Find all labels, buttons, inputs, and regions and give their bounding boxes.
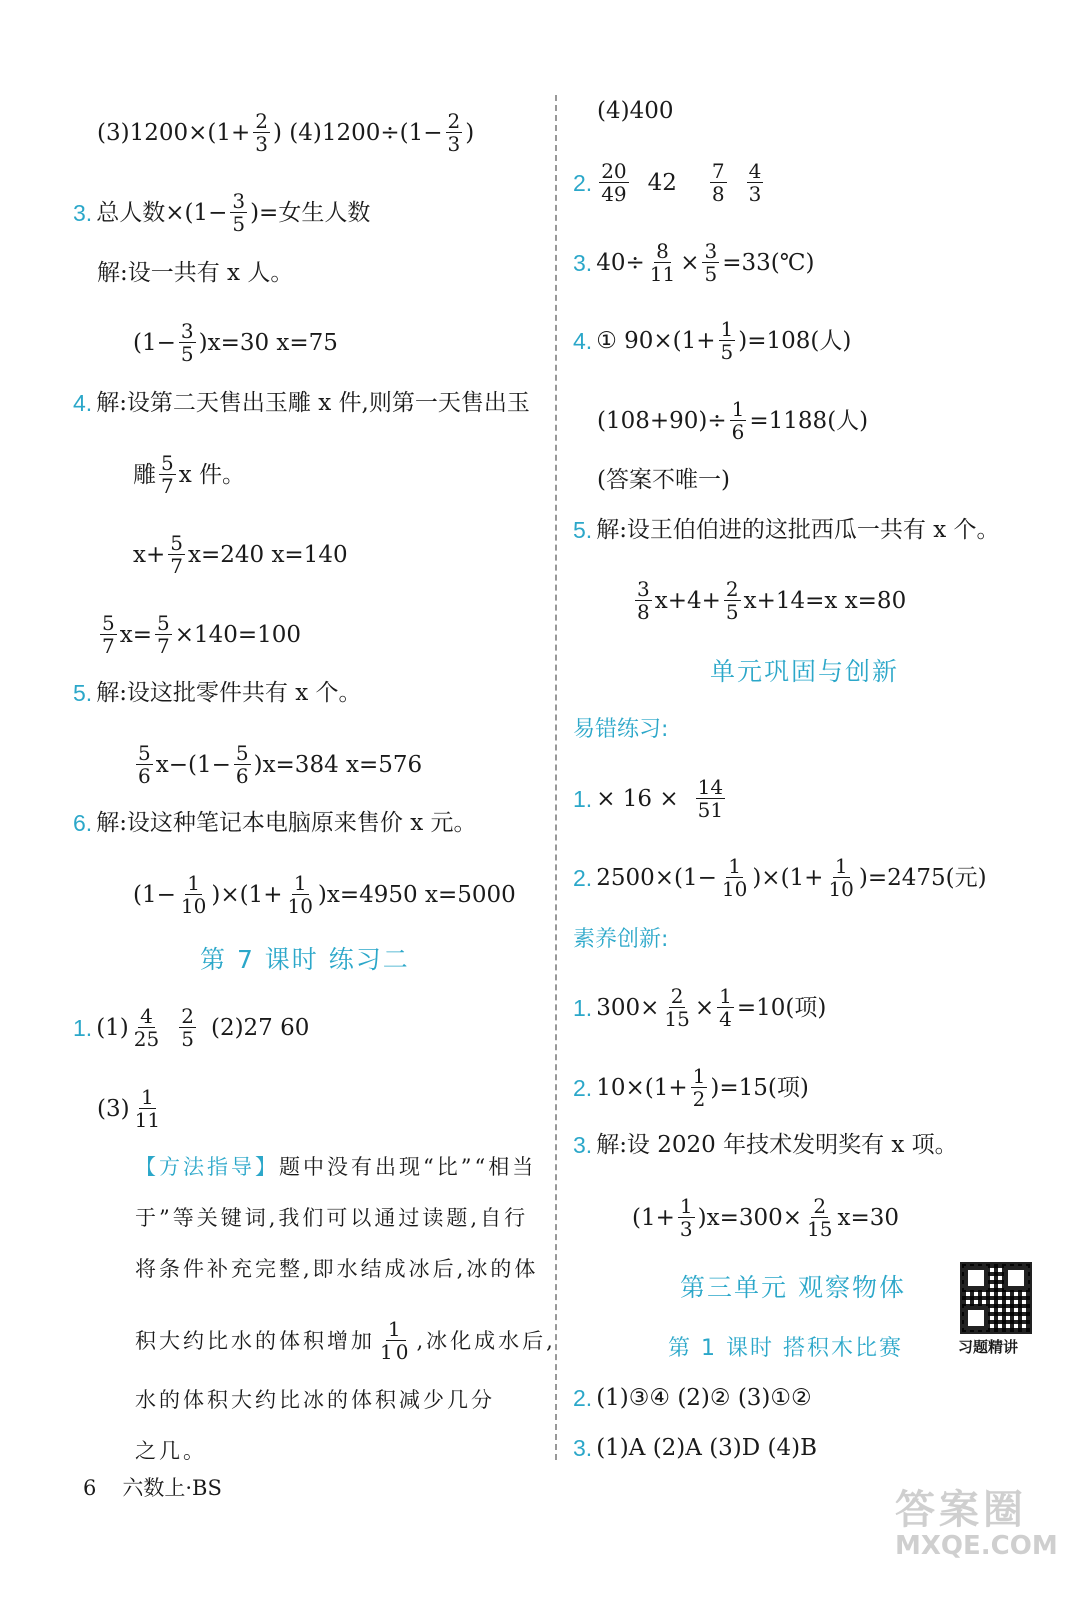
method-guide-line-6: 之几。 xyxy=(135,1439,207,1463)
answer-line-3-4: (3)1200×(1+ $\frac{2}{3}$ ) (4)1200÷(1− $\frac{2}{3}$ ) xyxy=(97,109,475,156)
right-question-5: 5. 解:设王伯伯进的这批西瓜一共有 x 个。 xyxy=(573,517,1000,543)
fraction: $\frac{1}{10}$ xyxy=(828,854,854,901)
fraction: $\frac{1}{4}$ xyxy=(719,984,732,1031)
method-guide-tag: 【方法指导】 xyxy=(135,1155,279,1179)
question-5: 5. 解:设这批零件共有 x 个。 xyxy=(73,680,362,706)
fraction: $\frac{1}{6}$ xyxy=(731,397,745,444)
question-4: 4. 解:设第二天售出玉雕 x 件,则第一天售出玉 xyxy=(73,390,530,416)
fraction: 4 25 xyxy=(133,1004,160,1051)
footer xyxy=(83,1473,222,1503)
fraction: $\frac{1}{3}$ xyxy=(679,1194,693,1241)
fraction: $\frac{5}{7}$ xyxy=(170,531,183,578)
fraction: $\frac{1}{5}$ xyxy=(720,317,734,364)
question-3-equation: (1− $\frac{3}{5}$ )x=30 x=75 xyxy=(133,319,338,366)
error-prone-practice-label: 易错练习: xyxy=(573,717,669,742)
error-question-2: 2. 2500×(1− $\frac{1}{10}$ )×(1+ $\frac{1}{10}$ )=2475(元) xyxy=(573,854,987,901)
fraction: $\frac{2}{5}$ xyxy=(725,577,739,624)
fraction: 7 8 xyxy=(711,159,725,206)
right-question-2: 2. 20 49 42 7 8 4 3 xyxy=(573,159,762,206)
right-question-4: 4. ① 90×(1+ $\frac{1}{5}$ )=108(人) xyxy=(573,317,852,364)
method-guide-line-1: 【方法指导】 题中没有出现“比”“相当 xyxy=(135,1152,536,1182)
question-4-equation-2: 5 7 x= $\frac{5}{7}$ ×140=100 xyxy=(102,611,302,658)
answer-4-400: (4)400 xyxy=(597,98,674,124)
qr-code[interactable] xyxy=(960,1262,1032,1334)
fraction: $\frac{2}{3}$ xyxy=(447,109,461,156)
fraction: $\frac{1}{10}$ xyxy=(287,871,313,918)
innovation-question-2: 2. 10×(1+ $\frac{1}{2}$ )=15(项) xyxy=(573,1064,809,1111)
fraction: 3 8 xyxy=(637,577,650,624)
question-3-solution: 解:设一共有 x 人。 xyxy=(97,260,294,286)
method-guide-line-2: 于”等关键词,我们可以通过读题,自行 xyxy=(135,1206,529,1230)
fraction: $\frac{1}{2}$ xyxy=(692,1064,706,1111)
lesson-1-question-3: 3. (1)A (2)A (3)D (4)B xyxy=(573,1435,818,1461)
fraction: 5 7 xyxy=(161,451,174,498)
method-guide-line-4: 积大约比水的体积增加 1 10 ,冰化成水后, xyxy=(135,1317,556,1364)
question-4-line2: 雕 5 7 x 件。 xyxy=(133,451,246,498)
question-6: 6. 解:设这种笔记本电脑原来售价 x 元。 xyxy=(73,810,477,836)
book-label: 六数上·BS xyxy=(122,1476,222,1500)
fraction: $\frac{2}{15}$ xyxy=(664,984,690,1031)
fraction: $\frac{1}{10}$ xyxy=(180,871,207,918)
practice-question-1-3: (3) 1 11 xyxy=(97,1085,161,1132)
fraction: 1 11 xyxy=(134,1085,161,1132)
fraction: 20 49 xyxy=(601,159,627,206)
innovation-question-1: 1. 300× $\frac{2}{15}$ × $\frac{1}{4}$ =10(项) xyxy=(573,984,827,1031)
fraction: $\frac{2}{3}$ xyxy=(255,109,268,156)
fraction: $\frac{1}{10}$ xyxy=(721,854,748,901)
fraction: 14 51 xyxy=(697,775,724,822)
question-4-equation-1: x+ $\frac{5}{7}$ x=240 x=140 xyxy=(133,531,348,578)
question-3: 3. 总人数×(1− $\frac{3}{5}$ )=女生人数 xyxy=(73,189,371,236)
method-guide-line-5: 水的体积大约比冰的体积减少几分 xyxy=(135,1388,495,1412)
fraction: 4 3 xyxy=(748,159,762,206)
fraction: $\frac{3}{5}$ xyxy=(232,189,246,236)
fraction: $\frac{5}{7}$ xyxy=(156,611,170,658)
right-question-4-line2: (108+90)÷ $\frac{1}{6}$ =1188(人) xyxy=(597,397,869,444)
fraction: $\frac{3}{5}$ xyxy=(704,239,718,286)
literacy-innovation-label: 素养创新: xyxy=(573,927,669,952)
fraction: 2 5 xyxy=(181,1004,194,1051)
fraction: 5 7 xyxy=(102,611,115,658)
page-number: 6 xyxy=(83,1476,97,1500)
fraction: 1 10 xyxy=(380,1317,412,1364)
unit-review-title: 单元巩固与创新 xyxy=(710,657,900,686)
section-title-lesson-7: 第 7 课时 练习二 xyxy=(200,945,410,974)
fraction: $\frac{2}{15}$ xyxy=(807,1194,833,1241)
lesson-1-title: 第 1 课时 搭积木比赛 xyxy=(668,1336,903,1361)
method-guide-line-3: 将条件补充完整,即水结成冰后,冰的体 xyxy=(135,1257,539,1281)
innovation-question-3-equation: (1+ $\frac{1}{3}$ )x=300× $\frac{2}{15}$ x=30 xyxy=(632,1194,899,1241)
column-divider xyxy=(555,95,557,1460)
answer-not-unique-note: (答案不唯一) xyxy=(597,467,730,493)
question-6-equation: (1− $\frac{1}{10}$ )×(1+ $\frac{1}{10}$ )x=4950 x=5000 xyxy=(133,871,516,918)
fraction: $\frac{8}{11}$ xyxy=(649,239,676,286)
lesson-1-question-2: 2. (1)③④ (2)② (3)①② xyxy=(573,1385,812,1411)
fraction: $\frac{3}{5}$ xyxy=(180,319,194,366)
innovation-question-3: 3. 解:设 2020 年技术发明奖有 x 项。 xyxy=(573,1132,958,1158)
practice-question-1: 1. (1) 4 25 2 5 (2)27 60 xyxy=(73,1004,310,1051)
fraction: $\frac{5}{6}$ xyxy=(235,741,249,788)
error-question-1: 1. × 16 × 14 51 xyxy=(573,775,724,822)
question-5-equation: 5 6 x−(1− $\frac{5}{6}$ )x=384 x=576 xyxy=(138,741,423,788)
right-question-5-equation: 3 8 x+4+ $\frac{2}{5}$ x+14=x x=80 xyxy=(637,577,907,624)
watermark: 答案圈 MXQE.COM xyxy=(895,1487,1058,1561)
right-question-3: 3. 40÷ $\frac{8}{11}$ × $\frac{3}{5}$ =33(℃) xyxy=(573,239,815,286)
qr-label: 习题精讲 xyxy=(958,1338,1019,1356)
fraction: 5 6 xyxy=(138,741,151,788)
unit-3-title: 第三单元 观察物体 xyxy=(680,1273,906,1302)
